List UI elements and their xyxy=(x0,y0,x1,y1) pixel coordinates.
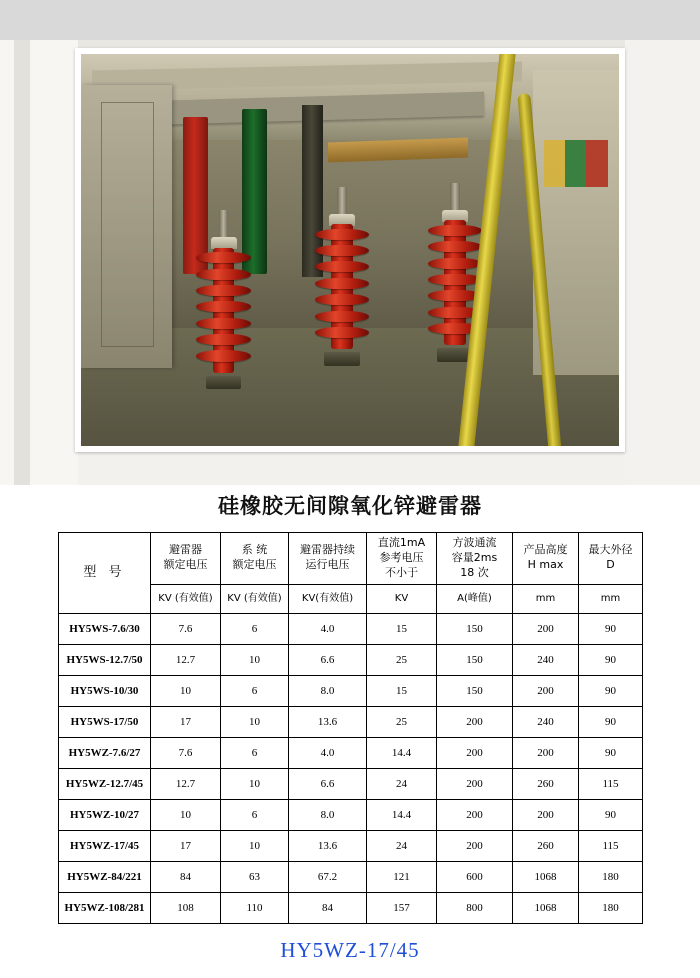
photo-arrester-fin xyxy=(315,245,369,256)
cell-rated-voltage: 108 xyxy=(151,892,221,923)
table-row xyxy=(59,768,643,799)
column-header-dc-reference-voltage-line3: 不小于 xyxy=(385,565,418,579)
cell-continuous-voltage: 4.0 xyxy=(289,737,367,768)
cell-rated-voltage: 10 xyxy=(151,799,221,830)
cell-continuous-voltage: 67.2 xyxy=(289,861,367,892)
cell-square-wave-current: 600 xyxy=(437,861,513,892)
photo-arrester-fin xyxy=(196,285,250,296)
cell-model: HY5WS-17/50 xyxy=(59,706,151,737)
cell-diameter: 180 xyxy=(579,892,643,923)
cell-height: 200 xyxy=(513,613,579,644)
column-header-square-wave-current xyxy=(437,533,513,585)
photo-arrester-fin xyxy=(428,274,482,285)
cell-rated-voltage: 10 xyxy=(151,675,221,706)
cell-height: 240 xyxy=(513,706,579,737)
cell-height: 200 xyxy=(513,737,579,768)
photo-arrester-fin xyxy=(315,229,369,240)
cell-rated-voltage: 17 xyxy=(151,830,221,861)
photo-arrester-fin xyxy=(196,350,250,361)
cell-square-wave-current: 150 xyxy=(437,613,513,644)
photo-arrester-base xyxy=(324,352,360,365)
column-header-continuous-voltage-line2: 运行电压 xyxy=(305,558,350,572)
cell-continuous-voltage: 84 xyxy=(289,892,367,923)
table-row xyxy=(59,892,643,923)
cell-diameter: 90 xyxy=(579,613,643,644)
cell-system-voltage: 10 xyxy=(221,644,289,675)
photo-arrester-fin xyxy=(315,311,369,322)
photo-arrester-fin xyxy=(315,261,369,272)
photo-arrester-phase-a xyxy=(194,234,253,383)
cell-system-voltage: 6 xyxy=(221,737,289,768)
photo-arrester-fin xyxy=(428,225,482,236)
photo-arrester-fin xyxy=(196,269,250,280)
photo-arrester-fin xyxy=(196,334,250,345)
column-unit-diameter: mm xyxy=(579,584,643,613)
column-header-rated-voltage-line1: 避雷器 xyxy=(169,543,202,557)
cell-diameter: 90 xyxy=(579,737,643,768)
column-header-height-line1: 产品高度 xyxy=(523,543,568,557)
cell-system-voltage: 110 xyxy=(221,892,289,923)
page-title: 硅橡胶无间隙氧化锌避雷器 xyxy=(218,494,482,518)
cell-system-voltage: 10 xyxy=(221,830,289,861)
photo-arrester-phase-b xyxy=(312,211,371,360)
photo-arrester-fin xyxy=(196,252,250,263)
column-header-rated-voltage-line2: 额定电压 xyxy=(163,558,208,572)
photo-arrester-fin xyxy=(315,294,369,305)
cell-system-voltage: 6 xyxy=(221,799,289,830)
cell-continuous-voltage: 6.6 xyxy=(289,768,367,799)
table-row xyxy=(59,830,643,861)
cell-dc-reference-voltage: 14.4 xyxy=(367,737,437,768)
column-header-square-wave-current-line2: 容量2ms xyxy=(451,550,498,564)
column-header-square-wave-current-line1: 方波通流 xyxy=(452,536,497,549)
column-unit-dc-reference-voltage: KV xyxy=(367,584,437,613)
table-header-row-titles xyxy=(59,533,643,585)
background-strip-left xyxy=(0,40,78,485)
product-photo-frame xyxy=(75,48,625,452)
column-unit-continuous-voltage: KV(有效值) xyxy=(289,584,367,613)
cell-rated-voltage: 7.6 xyxy=(151,737,221,768)
column-header-dc-reference-voltage-line1: 直流1mA xyxy=(377,536,426,549)
column-header-continuous-voltage-line1: 避雷器持续 xyxy=(300,543,355,557)
cell-system-voltage: 10 xyxy=(221,706,289,737)
column-header-system-voltage-line2: 额定电压 xyxy=(232,558,277,572)
background-band-top xyxy=(0,0,700,40)
table-row xyxy=(59,799,643,830)
cell-system-voltage: 6 xyxy=(221,675,289,706)
cell-dc-reference-voltage: 24 xyxy=(367,768,437,799)
cell-dc-reference-voltage: 121 xyxy=(367,861,437,892)
cell-height: 1068 xyxy=(513,892,579,923)
column-unit-system-voltage: KV (有效值) xyxy=(221,584,289,613)
cell-continuous-voltage: 8.0 xyxy=(289,799,367,830)
cell-diameter: 90 xyxy=(579,799,643,830)
cell-square-wave-current: 200 xyxy=(437,706,513,737)
table-row xyxy=(59,644,643,675)
cell-model: HY5WS-12.7/50 xyxy=(59,644,151,675)
cell-square-wave-current: 200 xyxy=(437,799,513,830)
photo-left-cabinet-panel xyxy=(81,85,172,367)
column-header-model: 型 号 xyxy=(59,533,151,614)
cell-model: HY5WZ-10/27 xyxy=(59,799,151,830)
column-header-rated-voltage xyxy=(151,533,221,585)
column-header-diameter xyxy=(579,533,643,585)
cell-square-wave-current: 200 xyxy=(437,737,513,768)
column-unit-square-wave-current: A(峰值) xyxy=(437,584,513,613)
specification-table xyxy=(58,532,643,924)
background-strip-left-accent xyxy=(14,40,30,485)
cell-dc-reference-voltage: 15 xyxy=(367,613,437,644)
cell-continuous-voltage: 8.0 xyxy=(289,675,367,706)
cell-dc-reference-voltage: 25 xyxy=(367,706,437,737)
table-row xyxy=(59,706,643,737)
cell-diameter: 90 xyxy=(579,675,643,706)
table-row xyxy=(59,861,643,892)
cell-system-voltage: 6 xyxy=(221,613,289,644)
cell-model: HY5WZ-84/221 xyxy=(59,861,151,892)
cell-model: HY5WZ-108/281 xyxy=(59,892,151,923)
cell-model: HY5WZ-12.7/45 xyxy=(59,768,151,799)
photo-arrester-fin xyxy=(315,278,369,289)
table-body xyxy=(59,613,643,923)
photo-phase-color-stripe xyxy=(544,140,609,187)
cell-diameter: 180 xyxy=(579,861,643,892)
column-unit-height: mm xyxy=(513,584,579,613)
cell-model: HY5WS-10/30 xyxy=(59,675,151,706)
cell-diameter: 115 xyxy=(579,830,643,861)
cell-height: 240 xyxy=(513,644,579,675)
table-row xyxy=(59,737,643,768)
cell-diameter: 90 xyxy=(579,706,643,737)
cell-square-wave-current: 800 xyxy=(437,892,513,923)
photo-arrester-fin xyxy=(196,301,250,312)
cell-height: 200 xyxy=(513,675,579,706)
cell-rated-voltage: 12.7 xyxy=(151,768,221,799)
cell-rated-voltage: 17 xyxy=(151,706,221,737)
cell-continuous-voltage: 13.6 xyxy=(289,830,367,861)
cell-square-wave-current: 150 xyxy=(437,644,513,675)
photo-arrester-fin xyxy=(428,241,482,252)
cell-height: 200 xyxy=(513,799,579,830)
column-header-continuous-voltage xyxy=(289,533,367,585)
cell-rated-voltage: 84 xyxy=(151,861,221,892)
column-header-height xyxy=(513,533,579,585)
cell-model: HY5WS-7.6/30 xyxy=(59,613,151,644)
product-photo xyxy=(81,54,619,446)
cell-height: 260 xyxy=(513,830,579,861)
cell-model: HY5WZ-7.6/27 xyxy=(59,737,151,768)
cell-dc-reference-voltage: 157 xyxy=(367,892,437,923)
cell-model: HY5WZ-17/45 xyxy=(59,830,151,861)
cell-rated-voltage: 12.7 xyxy=(151,644,221,675)
table-header xyxy=(59,533,643,614)
table-row xyxy=(59,675,643,706)
background-strip-right xyxy=(625,40,700,485)
cell-dc-reference-voltage: 25 xyxy=(367,644,437,675)
cell-square-wave-current: 200 xyxy=(437,768,513,799)
footer-product-code: HY5WZ-17/45 xyxy=(280,938,420,962)
photo-arrester-fin xyxy=(315,327,369,338)
cell-dc-reference-voltage: 24 xyxy=(367,830,437,861)
cell-square-wave-current: 150 xyxy=(437,675,513,706)
cell-height: 1068 xyxy=(513,861,579,892)
column-header-dc-reference-voltage-line2: 参考电压 xyxy=(379,550,424,564)
photo-arrester-base xyxy=(206,376,242,389)
cell-height: 260 xyxy=(513,768,579,799)
cell-diameter: 115 xyxy=(579,768,643,799)
cell-system-voltage: 10 xyxy=(221,768,289,799)
cell-continuous-voltage: 4.0 xyxy=(289,613,367,644)
column-unit-rated-voltage: KV (有效值) xyxy=(151,584,221,613)
cell-diameter: 90 xyxy=(579,644,643,675)
table-row xyxy=(59,613,643,644)
column-header-system-voltage-line1: 系 统 xyxy=(241,543,268,557)
column-header-dc-reference-voltage xyxy=(367,533,437,585)
cell-square-wave-current: 200 xyxy=(437,830,513,861)
cell-system-voltage: 63 xyxy=(221,861,289,892)
cell-continuous-voltage: 6.6 xyxy=(289,644,367,675)
cell-dc-reference-voltage: 14.4 xyxy=(367,799,437,830)
cell-rated-voltage: 7.6 xyxy=(151,613,221,644)
column-header-system-voltage xyxy=(221,533,289,585)
cell-continuous-voltage: 13.6 xyxy=(289,706,367,737)
column-header-diameter-line2: D xyxy=(606,558,615,572)
column-header-height-line2: H max xyxy=(527,558,564,572)
column-header-square-wave-current-line3: 18 次 xyxy=(460,565,489,579)
photo-arrester-fin xyxy=(196,318,250,329)
photo-arrester-fin xyxy=(428,258,482,269)
column-header-diameter-line1: 最大外径 xyxy=(588,543,633,557)
cell-dc-reference-voltage: 15 xyxy=(367,675,437,706)
